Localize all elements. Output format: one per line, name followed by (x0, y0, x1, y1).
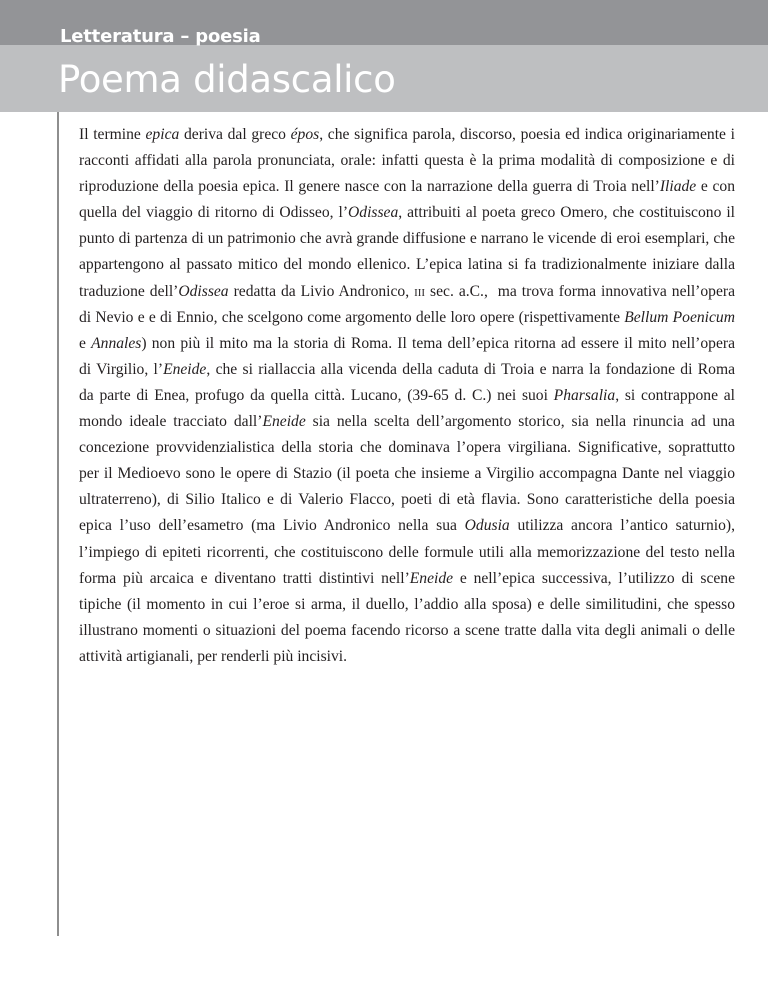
text-run: per il Medioevo sono le opere di Stazio (il poeta che insieme a Virgilio accompagna Dante nel viaggio (79, 465, 735, 483)
text-run: , che si riallaccia alla vicenda della caduta di Troia e narra la fondazione di Roma (206, 360, 736, 378)
text-run: Il termine (79, 126, 146, 143)
text-run: riproduzione della poesia epica. Il genere nasce con la narrazione della guerra di Troia nell’ (79, 178, 660, 196)
text-run: sia nella scelta dell’argomento storico, sia nella rinuncia ad una (305, 413, 735, 431)
text-line (79, 409, 735, 435)
italic-term: Eneide (163, 360, 207, 378)
text-run: da parte di Enea, profugo da quella città. Lucano, (39-65 d. C.) nei suoi (79, 386, 554, 404)
text-line (79, 252, 735, 278)
text-run: tipiche (il momento in cui l’eroe si arma, il duello, l’addio alla sposa) e delle similitudini, che spesso (79, 595, 735, 613)
text-run: traduzione dell’ (79, 282, 179, 300)
text-run: ultraterreno), di Silio Italico e di Valerio Flacco, poeti di età flavia. Sono caratteristiche della poesia (79, 491, 735, 509)
text-line (79, 618, 735, 644)
text-line (79, 644, 735, 670)
italic-term: Odusia (464, 517, 510, 535)
text-run: epica l’uso dell’esametro (ma Livio Andronico nella sua (79, 517, 465, 535)
italic-term: Iliade (659, 178, 697, 196)
page-title: Poema didascalico (58, 58, 396, 101)
text-line (79, 226, 735, 252)
text-run: e nell’epica successiva, l’utilizzo di scene (453, 569, 736, 587)
italic-term: Bellum Poenicum (624, 308, 735, 326)
text-run: deriva dal greco (179, 126, 291, 143)
text-run: , che significa parola, discorso, poesia ed indica originariamente i (319, 126, 735, 143)
italic-term: Odissea (348, 204, 399, 222)
section-label: Letteratura – poesia (60, 26, 261, 47)
text-run: utilizza ancora l’antico saturnio), (509, 517, 735, 535)
italic-term: epica (145, 126, 180, 143)
text-run: appartengono al passato mitico del mondo ellenico. L’epica latina si fa tradizionalmente iniziare dalla (79, 256, 735, 274)
text-line (79, 357, 735, 383)
text-run: , attribuiti al poeta greco Omero, che costituiscono il (398, 204, 735, 222)
text-line (79, 435, 735, 461)
text-run: illustrano momenti o situazioni del poema facendo ricorso a scene tratte dalla vita degli animali o delle (79, 621, 735, 639)
text-run: attività artigianali, per renderli più incisivi. (79, 647, 348, 665)
italic-term: Annales (91, 334, 142, 352)
text-run: e con (696, 178, 735, 196)
text-line (79, 487, 735, 513)
text-run: forma più arcaica e diventano tratti distintivi nell’ (79, 569, 410, 587)
italic-term: Eneide (409, 569, 454, 587)
text-line (79, 200, 735, 226)
text-run: e (79, 334, 92, 352)
text-run: racconti affidati alla parola pronunciata, orale: infatti questa è la prima modalità di composizione e di (79, 152, 735, 170)
text-line (79, 174, 735, 200)
text-run: ) non più il mito ma la storia di Roma. Il tema dell’epica ritorna ad essere il mito nell’opera (141, 334, 735, 352)
text-run: concezione provvidenzialistica della storia che dominava l’opera virgiliana. Significative, soprattutto (79, 439, 735, 457)
text-run: sec. a.C., ma trova forma innovativa nell’opera (425, 282, 735, 300)
italic-term: épos (290, 126, 320, 143)
text-run: mondo ideale tracciato dall’ (79, 413, 263, 431)
text-run: , si contrappone al (615, 386, 735, 404)
margin-rule (57, 112, 59, 936)
text-run: di Virgilio, l’ (79, 360, 164, 378)
body-paragraph (79, 122, 735, 670)
italic-term: Eneide (262, 413, 306, 431)
text-line (79, 383, 735, 409)
text-line (79, 513, 735, 539)
text-line (79, 148, 735, 174)
text-line (79, 279, 735, 305)
text-line (79, 305, 735, 331)
text-line (79, 331, 735, 357)
text-run: l’impiego di epiteti ricorrenti, che costituiscono delle formule utili alla memorizzazione del testo nella (79, 543, 735, 561)
text-run: di Nevio e e di Ennio, che scelgono come argomento delle loro opere (rispettivamente (79, 308, 625, 326)
text-run: punto di partenza di un patrimonio che avrà grande diffusione e narrano le vicende di eroi esemplari, che (79, 230, 735, 248)
italic-term: Odissea (178, 282, 229, 300)
text-line (79, 592, 735, 618)
text-line (79, 540, 735, 566)
roman-numeral: iii (414, 282, 426, 300)
text-line (79, 566, 735, 592)
text-line (79, 461, 735, 487)
text-run: quella del viaggio di ritorno di Odisseo, l’ (79, 204, 349, 222)
text-run: redatta da Livio Andronico, (228, 282, 415, 300)
italic-term: Pharsalia (553, 386, 616, 404)
text-line (79, 122, 735, 148)
